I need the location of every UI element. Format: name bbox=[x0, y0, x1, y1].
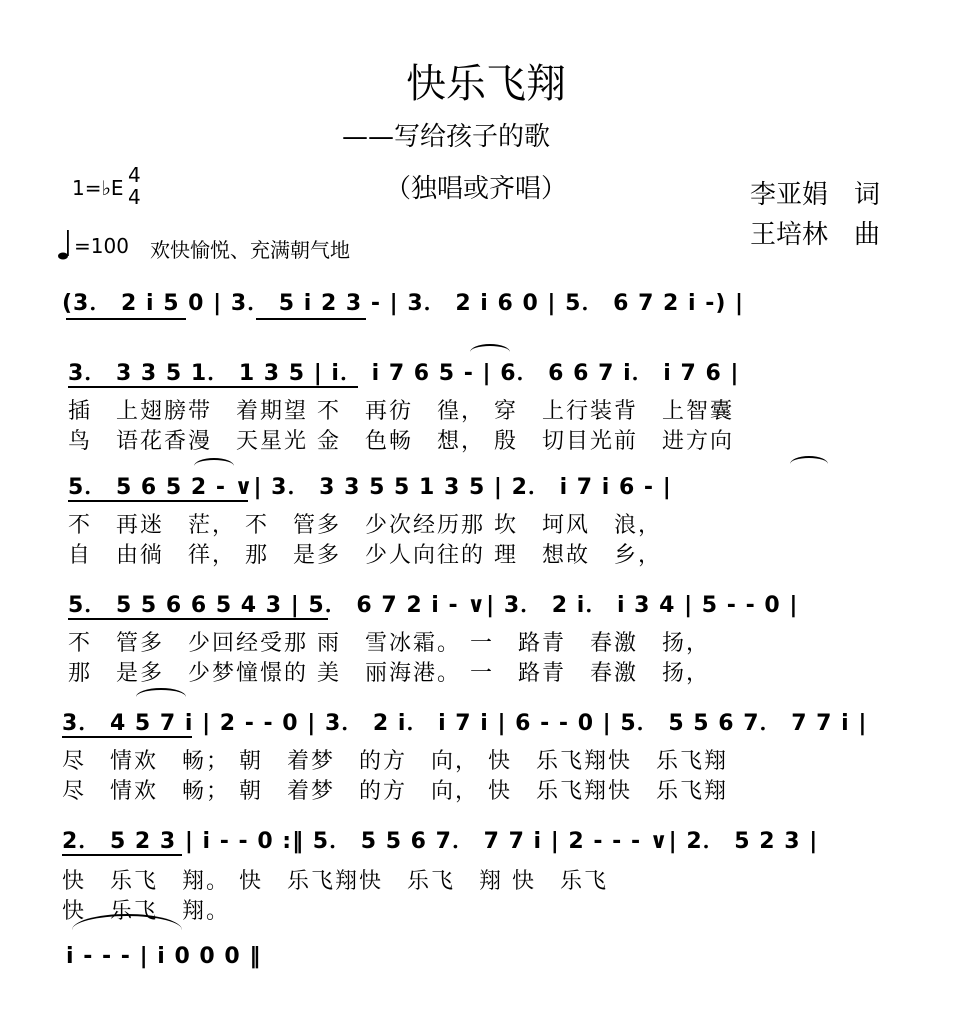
slur-mark bbox=[470, 344, 510, 360]
beam-line bbox=[68, 500, 248, 502]
notation-system-4: 5． 5 5 6 6 5 4 3 | 5． 6 7 2 i - ∨| 3． 2 i． i 3 4 | 5 - - 0 | bbox=[68, 593, 799, 618]
lyric-verse2-system-5: 尽 情欢 畅； 朝 着梦 的方 向， 快 乐飞翔快 乐飞翔 bbox=[62, 779, 728, 804]
slur-mark bbox=[72, 914, 182, 946]
beam-line bbox=[62, 736, 192, 738]
beam-line bbox=[68, 386, 358, 388]
beam-line bbox=[66, 318, 186, 320]
tempo-marking: =100 bbox=[74, 234, 129, 258]
time-signature-bottom: 4 bbox=[128, 185, 141, 209]
song-subtitle: ——写给孩子的歌 bbox=[342, 122, 551, 152]
time-signature-top: 4 bbox=[128, 163, 141, 187]
lyric-verse2-system-6: 快 乐飞 翔。 bbox=[62, 899, 231, 924]
lyricist-credit: 李亚娟 词 bbox=[750, 180, 881, 210]
composer-credit: 王培林 曲 bbox=[750, 220, 881, 250]
key-signature: 1=♭E bbox=[72, 176, 124, 200]
lyric-verse1-system-2: 插 上翅膀带 着期望 不 再彷 徨， 穿 上行装背 上智囊 bbox=[68, 399, 734, 424]
slur-mark bbox=[194, 458, 234, 474]
lyric-verse1-system-3: 不 再迷 茫， 不 管多 少次经历那 坎 坷风 浪， bbox=[68, 513, 662, 538]
notation-system-3: 5． 5 6 5 2 - ∨| 3． 3 3 5 5 1 3 5 | 2． i 7 i 6 - | bbox=[68, 475, 672, 500]
notation-system-2: 3． 3 3 5 1． 1 3 5 | i． i 7 6 5 - | 6． 6 6 7 i． i 7 6 | bbox=[68, 361, 740, 386]
performance-mode: （独唱或齐唱） bbox=[385, 174, 568, 204]
expression-marking: 欢快愉悦、充满朝气地 bbox=[150, 238, 350, 262]
beam-line bbox=[256, 318, 366, 320]
slur-mark bbox=[790, 456, 828, 472]
time-signature bbox=[128, 164, 141, 208]
lyric-verse2-system-4: 那 是多 少梦憧憬的 美 丽海港。 一 路青 春激 扬， bbox=[68, 661, 710, 686]
beam-line bbox=[68, 618, 328, 620]
notation-system-1: (3． 2 i 5 0 | 3． 5 i 2 3 - | 3． 2 i 6 0 | 5． 6 7 2 i -) | bbox=[62, 291, 745, 316]
song-title: 快乐飞翔 bbox=[406, 61, 566, 107]
lyric-verse1-system-6: 快 乐飞 翔。 快 乐飞翔快 乐飞 翔 快 乐飞 bbox=[62, 869, 608, 894]
quarter-note-icon bbox=[58, 228, 72, 262]
lyric-verse2-system-3: 自 由徜 徉， 那 是多 少人向往的 理 想故 乡， bbox=[68, 543, 662, 568]
notation-system-7: i - - - | i 0 0 0 ‖ bbox=[66, 944, 262, 969]
slur-mark bbox=[136, 688, 186, 706]
notation-system-5: 3． 4 5 7 i | 2 - - 0 | 3． 2 i． i 7 i | 6 - - 0 | 5． 5 5 6 7． 7 7 i | bbox=[62, 711, 868, 736]
beam-line bbox=[62, 854, 182, 856]
lyric-verse1-system-5: 尽 情欢 畅； 朝 着梦 的方 向， 快 乐飞翔快 乐飞翔 bbox=[62, 749, 728, 774]
notation-system-6: 2． 5 2 3 | i - - 0 :‖ 5． 5 5 6 7． 7 7 i | 2 - - - ∨| 2． 5 2 3 | bbox=[62, 829, 819, 854]
lyric-verse2-system-2: 鸟 语花香漫 天星光 金 色畅 想， 殷 切目光前 进方向 bbox=[68, 429, 734, 454]
lyric-verse1-system-4: 不 管多 少回经受那 雨 雪冰霜。 一 路青 春激 扬， bbox=[68, 631, 710, 656]
